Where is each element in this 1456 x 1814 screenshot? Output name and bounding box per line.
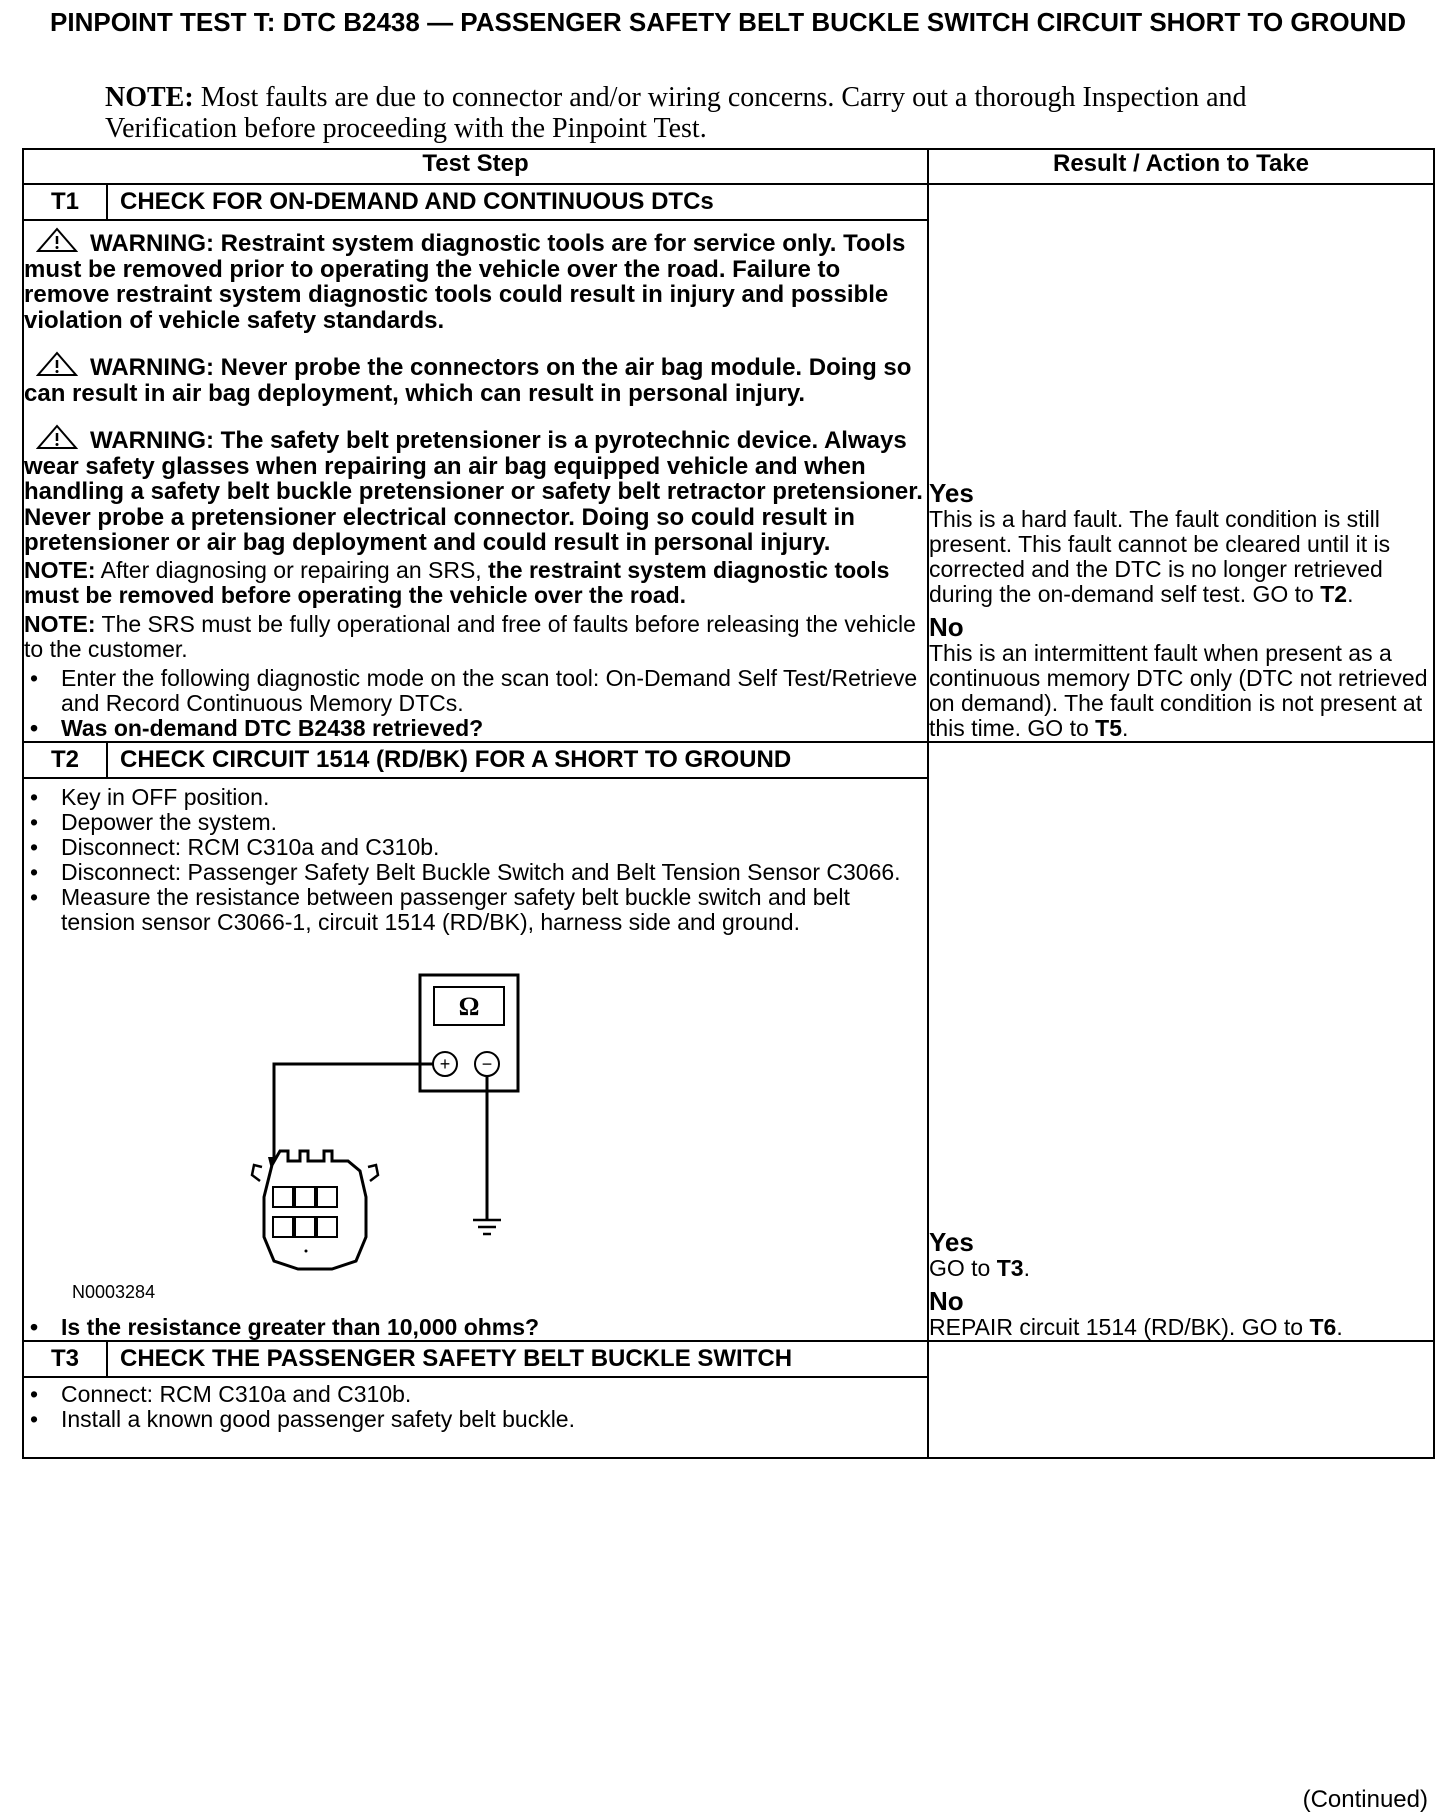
- warning-triangle-icon: [36, 424, 78, 450]
- top-note-label: NOTE:: [105, 82, 194, 113]
- step-t2-header: [23, 742, 1434, 778]
- figure-id: N0003284: [72, 1281, 156, 1302]
- yes-action: This is a hard fault. The fault condition is still present. This fault cannot be cleared until it is corrected and the DTC is no longer retrieved during the on-demand self test. GO to T2.: [929, 505, 1391, 607]
- step-t3-body: [23, 1377, 928, 1458]
- list-item: • Measure the resistance between passenger safety belt buckle switch and belt tension sensor C3066-1, circuit 1514 (RD/BK), harness side and ground.: [61, 885, 927, 935]
- no-action: This is an intermittent fault when present as a continuous memory DTC only (DTC not retrieved on demand). The fault condition is not present at this time. GO to T5.: [929, 639, 1428, 741]
- warning-triangle-icon: [36, 227, 78, 253]
- table-header-row: [23, 149, 1434, 184]
- step-t1-header: [23, 184, 1434, 220]
- step-question: • Was on-demand DTC B2438 retrieved?: [61, 716, 927, 741]
- yes-label: Yes: [929, 1226, 974, 1257]
- continued-label: (Continued): [1302, 1786, 1428, 1813]
- list-item: • Enter the following diagnostic mode on the scan tool: On-Demand Self Test/Retrieve and Record Continuous Memory DTCs.: [61, 666, 927, 716]
- step-title: CHECK FOR ON-DEMAND AND CONTINUOUS DTCs: [107, 184, 928, 220]
- no-label: No: [929, 1285, 964, 1316]
- page-title: PINPOINT TEST T: DTC B2438 — PASSENGER SAFETY BELT BUCKLE SWITCH CIRCUIT SHORT TO GROUND: [50, 7, 1406, 37]
- step-id: T3: [23, 1341, 107, 1377]
- step-id: T1: [23, 184, 107, 220]
- note-1: NOTE: After diagnosing or repairing an SRS, the restraint system diagnostic tools must be removed before operating the vehicle over the road.: [24, 556, 890, 608]
- connector-pin-1: [273, 1187, 293, 1207]
- step-t2-result: [928, 742, 1434, 1341]
- yes-action: GO to T3.: [929, 1254, 1030, 1281]
- warning-triangle-icon: [36, 351, 78, 377]
- pinpoint-test-table: [22, 148, 1435, 1459]
- step-t2-bullets: [24, 785, 927, 935]
- list-item: • Disconnect: RCM C310a and C310b.: [61, 835, 927, 860]
- step-t3-bullets: [24, 1382, 927, 1432]
- header-test-step: Test Step: [23, 149, 928, 184]
- plus-sign: +: [439, 1053, 451, 1074]
- no-label: No: [929, 611, 964, 642]
- step-t3-result: [928, 1341, 1434, 1458]
- step-t1-body: [23, 220, 928, 742]
- list-item: • Connect: RCM C310a and C310b.: [61, 1382, 927, 1407]
- header-result: Result / Action to Take: [928, 149, 1434, 184]
- step-question: • Is the resistance greater than 10,000 ohms?: [61, 1315, 927, 1340]
- note-2: NOTE: The SRS must be fully operational and free of faults before releasing the vehicle to the customer.: [24, 610, 916, 662]
- connector-c3066-icon: [264, 1151, 366, 1269]
- ohm-symbol: Ω: [458, 991, 480, 1021]
- step-id: T2: [23, 742, 107, 778]
- step-title: CHECK THE PASSENGER SAFETY BELT BUCKLE SWITCH: [107, 1341, 928, 1377]
- warning-3: WARNING: The safety belt pretensioner is a pyrotechnic device. Always wear safety glasses when repairing an air bag equipped vehicle and when handling a safety belt buckle pretensioner or safety belt retractor pretensioner. Never probe a pretensioner electrical connector. Doing so could result in pretensioner or air bag deployment and could result in personal injury.: [24, 424, 927, 556]
- list-item: • Install a known good passenger safety belt buckle.: [61, 1407, 927, 1432]
- yes-label: Yes: [929, 477, 974, 508]
- step-t1-result: [928, 184, 1434, 742]
- ohmmeter-figure: [24, 935, 927, 1315]
- top-note: [105, 82, 1255, 144]
- step-t3-header: [23, 1341, 1434, 1377]
- step-t1-bullets: [24, 666, 927, 741]
- step-t2-body: [23, 778, 928, 1341]
- step-title: CHECK CIRCUIT 1514 (RD/BK) FOR A SHORT TO GROUND: [107, 742, 928, 778]
- list-item: • Disconnect: Passenger Safety Belt Buckle Switch and Belt Tension Sensor C3066.: [61, 860, 927, 885]
- list-item: • Depower the system.: [61, 810, 927, 835]
- minus-sign: −: [481, 1053, 493, 1074]
- positive-lead: [274, 1064, 433, 1167]
- list-item: • Key in OFF position.: [61, 785, 927, 810]
- step-t2-question-list: [24, 1315, 927, 1340]
- ohmmeter-diagram: [24, 935, 804, 1275]
- warning-2: WARNING: Never probe the connectors on the air bag module. Doing so can result in air bag deployment, which can result in personal injury.: [24, 351, 927, 406]
- no-action: REPAIR circuit 1514 (RD/BK). GO to T6.: [929, 1313, 1343, 1340]
- top-note-text: Most faults are due to connector and/or wiring concerns. Carry out a thorough Inspection and Verification before proceeding with the Pinpoint Test.: [105, 82, 1247, 144]
- warning-1: WARNING: Restraint system diagnostic tools are for service only. Tools must be removed prior to operating the vehicle over the road. Failure to remove restraint system diagnostic tools could result in injury and possible violation of vehicle safety standards.: [24, 227, 927, 333]
